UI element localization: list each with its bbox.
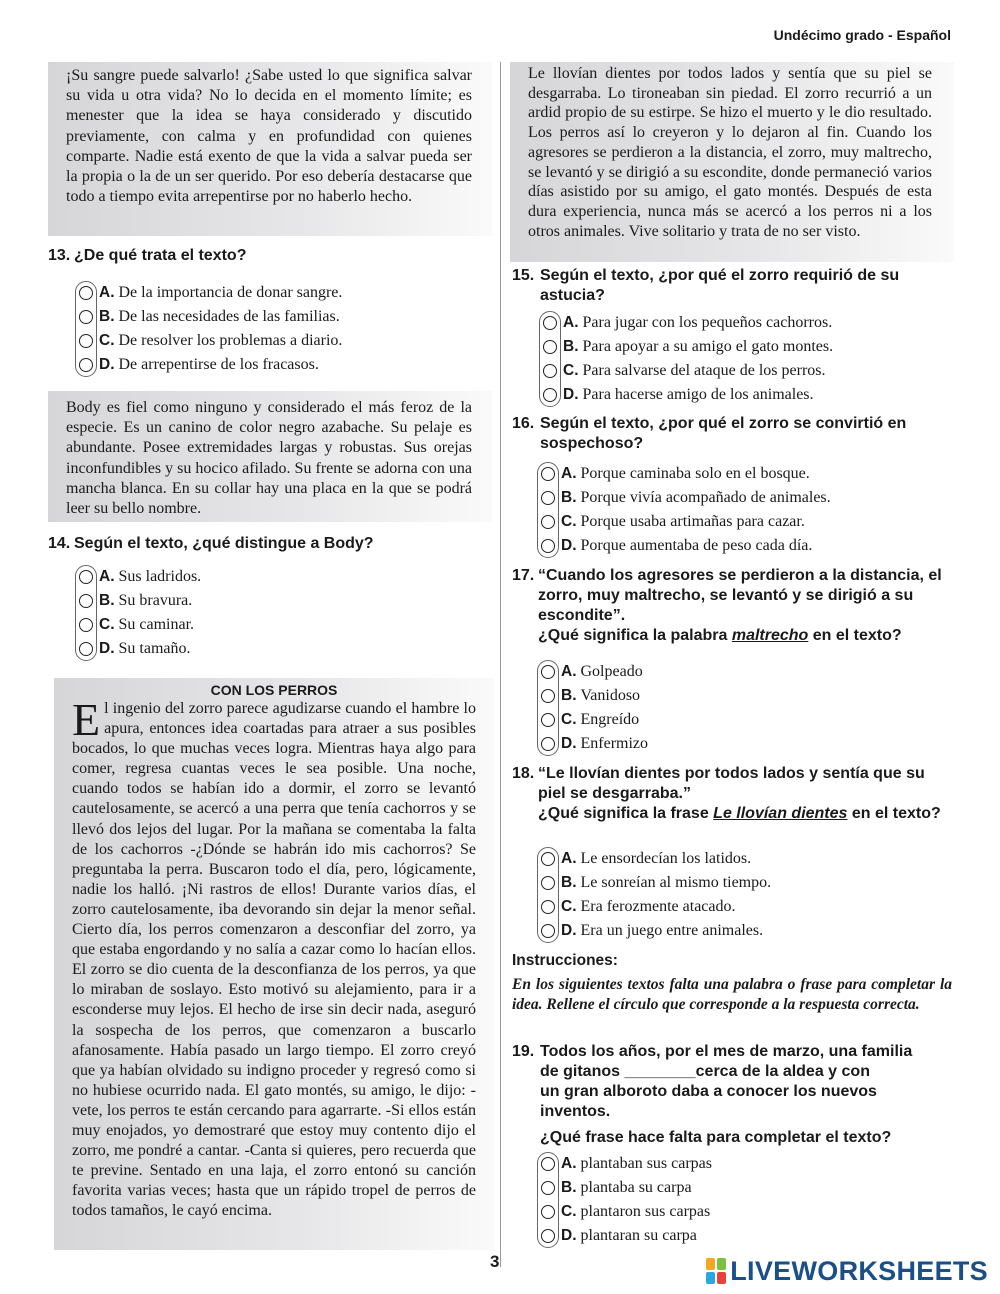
question-14: 14. Según el texto, ¿qué distingue a Body? <box>48 534 488 554</box>
story-text: l ingenio del zorro parece agudizarse cuando el hambre lo apura, entonces idea coartadas para atraer a sus posibles bocados, lo que muchas veces logra. Mientras haya algo para comer, regresa cuantas veces le sea posible. Una noche, cuando todos se habían ido a dormir, el zorro se levantó cautelosamente, se acercó a una perra que tenía cachorros y se llevó dos lejos del lugar. Por la mañana se comentaba la falta de los cachorros -¿Dónde se habrán ido mis cachorros? Se preguntaba la perra. Buscaron todo el día, pero, lógicamente, nadie los halló. ¡Ni rastros de ellos! Durante varios días, el zorro cautelosamente, iba devorando sin dejar la menor señal. Cierto día, los perros comenzaron a desconfiar del zorro, ya que estaba engordando y no salía a cazar como lo hacían ellos. El zorro se dio cuenta de la desconfianza de los perros, ya que lo miraban de soslayo. Esto motivó su alejamiento, para ir a esconderse muy lejos. El hecho de irse sin decir nada, aseguró la sospecha de los perros, que comenzaron a buscarlo afanosamente. Había pasado un largo tiempo. El zorro creyó que ya habían olvidado su indigno proceder y regresó como si no hubiese ocurrido nada. El gato montés, su amigo, le dijo: -vete, los perros te están cercando para agarrarte. -Si ellos están muy enojados, yo demostraré que estoy muy contento dijo el zorro, me pondré a cantar. -Canta si quieres, pero recuerda que te previne. Sentado en una laja, el zorro entonó su canción favorita varias veces; hasta que un rápido tropel de perros de todos tamaños, le cayó encima. <box>72 700 476 1220</box>
drop-cap-letter: E <box>72 694 101 745</box>
question-text: Según el texto, ¿por qué el zorro se convirtió en sospechoso? <box>540 415 907 452</box>
option-17a[interactable]: A. Golpeado <box>538 660 918 684</box>
story-continuation-text: Le llovían dientes por todos lados y sentía que su piel se desgarraba. Lo tironeaban sin piedad. El zorro recurrió a un ardid propio de su estirpe. Se hizo el muerto y le dio resultado. Los perros así lo creyeron y lo dejaron al fin. Cuando los agresores se perdieron a la distancia, el zorro, muy maltrecho, se levantó y se dirigió a su escondite, donde permaneció varios días asistido por su amigo, el gato montés. Después de esta dura experiencia, nunca más se acercó a los perros ni a los otros animales. Vive solitario y trata de no ser visto. <box>528 65 932 240</box>
options-q19 <box>538 1152 918 1248</box>
radio-bubble[interactable] <box>541 467 555 481</box>
radio-bubble[interactable] <box>79 334 93 348</box>
option-14a[interactable]: A. Sus ladridos. <box>76 565 456 589</box>
underlined-phrase: Le llovían dientes <box>713 805 848 822</box>
option-19d[interactable]: D. plantaran su carpa <box>538 1224 918 1248</box>
option-15b[interactable]: B. Para apoyar a su amigo el gato montes. <box>540 335 920 359</box>
radio-bubble[interactable] <box>541 1157 555 1171</box>
question-text: Según el texto, ¿por qué el zorro requirió de su astucia? <box>540 267 900 304</box>
question-line-with-blank: de gitanos ________cerca de la aldea y con <box>540 1063 870 1080</box>
page-number: 3 <box>490 1252 500 1271</box>
question-13: 13. ¿De qué trata el texto? <box>48 246 488 266</box>
radio-bubble[interactable] <box>541 924 555 938</box>
question-16: 16. Según el texto, ¿por qué el zorro se convirtió en sospechoso? <box>512 414 952 454</box>
radio-bubble[interactable] <box>541 1181 555 1195</box>
radio-bubble[interactable] <box>543 388 557 402</box>
option-14b[interactable]: B. Su bravura. <box>76 589 456 613</box>
passage-story-continued <box>510 62 954 262</box>
radio-bubble[interactable] <box>541 876 555 890</box>
radio-bubble[interactable] <box>79 642 93 656</box>
radio-bubble[interactable] <box>543 316 557 330</box>
question-18: 18. “Le llovían dientes por todos lados y sentía que su piel se desgarraba.” ¿Qué significa la frase Le llovían dientes en el texto? <box>512 764 952 824</box>
option-13d[interactable]: D. De arrepentirse de los fracasos. <box>76 353 456 377</box>
question-quote: “Le llovían dientes por todos lados y sentía que su piel se desgarraba.” <box>538 765 925 802</box>
question-text: ¿Qué frase hace falta para completar el texto? <box>540 1129 892 1146</box>
radio-bubble[interactable] <box>541 1205 555 1219</box>
option-16c[interactable]: C. Porque usaba artimañas para cazar. <box>538 510 918 534</box>
radio-bubble[interactable] <box>79 570 93 584</box>
passage-text: ¡Su sangre puede salvarlo! ¿Sabe usted lo que significa salvar su vida u otra vida? No lo decida en el momento límite; es menester que la idea se haya considerado y discutido previamente, con calma y en profundidad con quienes comparte. Nadie está exento de que la vida a salvar pueda ser la propia o la de un ser querido. Por eso debería destacarse que todo a tiempo evita arrepentirse por no haberlo hecho. <box>66 67 472 206</box>
radio-bubble[interactable] <box>543 364 557 378</box>
logo-text: LIVEWORKSHEETS <box>730 1255 988 1286</box>
radio-bubble[interactable] <box>541 539 555 553</box>
option-19a[interactable]: A. plantaban sus carpas <box>538 1152 918 1176</box>
question-line: un gran alboroto daba a conocer los nuevos <box>540 1083 877 1100</box>
option-13c[interactable]: C. De resolver los problemas a diario. <box>76 329 456 353</box>
question-15: 15. Según el texto, ¿por qué el zorro requirió de su astucia? <box>512 266 952 306</box>
story-title: CON LOS PERROS <box>210 682 338 698</box>
option-15c[interactable]: C. Para salvarse del ataque de los perros. <box>540 359 920 383</box>
option-17d[interactable]: D. Enfermizo <box>538 732 918 756</box>
radio-bubble[interactable] <box>541 491 555 505</box>
radio-bubble[interactable] <box>541 1229 555 1243</box>
radio-bubble[interactable] <box>79 286 93 300</box>
underlined-word: maltrecho <box>731 627 809 644</box>
radio-bubble[interactable] <box>79 358 93 372</box>
radio-bubble[interactable] <box>79 310 93 324</box>
passage-blood-donation <box>48 62 492 236</box>
question-text: Según el texto, ¿qué distingue a Body? <box>74 535 374 552</box>
option-15a[interactable]: A. Para jugar con los pequeños cachorros. <box>540 311 920 335</box>
options-q15 <box>540 311 920 407</box>
option-16a[interactable]: A. Porque caminaba solo en el bosque. <box>538 462 918 486</box>
radio-bubble[interactable] <box>541 515 555 529</box>
option-19c[interactable]: C. plantaron sus carpas <box>538 1200 918 1224</box>
question-19: 19. Todos los años, por el mes de marzo, una familia de gitanos ________cerca de la aldea y con un gran alboroto daba a conocer los nuevos inventos. ¿Qué frase hace falta para completar el texto? <box>512 1042 952 1148</box>
passage-body-dog <box>48 391 492 522</box>
option-18d[interactable]: D. Era un juego entre animales. <box>538 919 918 943</box>
option-13a[interactable]: A. De la importancia de donar sangre. <box>76 281 456 305</box>
question-text: ¿De qué trata el texto? <box>74 247 247 264</box>
question-line: inventos. <box>540 1103 611 1120</box>
option-16d[interactable]: D. Porque aumentaba de peso cada día. <box>538 534 918 558</box>
option-18c[interactable]: C. Era ferozmente atacado. <box>538 895 918 919</box>
options-q14 <box>76 565 456 661</box>
instructions-body: En los siguientes textos falta una palabra o frase para completar la idea. Rellene el círculo que corresponde a la respuesta correcta. <box>512 976 952 1013</box>
radio-bubble[interactable] <box>541 852 555 866</box>
option-14c[interactable]: C. Su caminar. <box>76 613 456 637</box>
question-text: ¿Qué significa la palabra maltrecho en el texto? <box>538 627 902 644</box>
passage-text: Body es fiel como ninguno y considerado el más feroz de la especie. Es un canino de color negro azabache. Su pelaje es abundante. Posee extremidades largas y robustas. Sus orejas inconfundibles y su hocico afilado. Su frente se adorna con una mancha blanca. En su collar hay una placa en la que se podrá leer su bello nombre. <box>66 399 472 518</box>
radio-bubble[interactable] <box>541 689 555 703</box>
options-q17 <box>538 660 918 756</box>
options-q18 <box>538 847 918 943</box>
radio-bubble[interactable] <box>541 737 555 751</box>
question-text: ¿Qué significa la frase Le llovían dientes en el texto? <box>538 805 941 822</box>
option-18b[interactable]: B. Le sonreían al mismo tiempo. <box>538 871 918 895</box>
option-15d[interactable]: D. Para hacerse amigo de los animales. <box>540 383 920 407</box>
radio-bubble[interactable] <box>541 665 555 679</box>
radio-bubble[interactable] <box>79 618 93 632</box>
question-line: Todos los años, por el mes de marzo, una familia <box>540 1043 913 1060</box>
question-quote: “Cuando los agresores se perdieron a la distancia, el zorro, muy maltrecho, se levantó y se dirigió a su escondite”. <box>538 567 942 624</box>
passage-story <box>54 678 494 1250</box>
options-q16 <box>538 462 918 558</box>
logo-block <box>706 1258 715 1270</box>
options-q13 <box>76 281 456 377</box>
option-13b[interactable]: B. De las necesidades de las familias. <box>76 305 456 329</box>
logo-grid-icon <box>706 1258 726 1284</box>
instructions-heading: Instrucciones: <box>512 952 618 969</box>
page-header: Undécimo grado - Español <box>773 27 951 43</box>
logo-block <box>706 1272 715 1284</box>
option-16b[interactable]: B. Porque vivía acompañado de animales. <box>538 486 918 510</box>
logo-block <box>717 1272 726 1284</box>
question-17: 17. “Cuando los agresores se perdieron a la distancia, el zorro, muy maltrecho, se levantó y se dirigió a su escondite”. ¿Qué significa la palabra maltrecho en el texto? <box>512 566 952 646</box>
option-17c[interactable]: C. Engreído <box>538 708 918 732</box>
option-18a[interactable]: A. Le ensordecían los latidos. <box>538 847 918 871</box>
radio-bubble[interactable] <box>541 713 555 727</box>
option-19b[interactable]: B. plantaba su carpa <box>538 1176 918 1200</box>
radio-bubble[interactable] <box>541 900 555 914</box>
logo-block <box>717 1258 726 1270</box>
liveworksheets-logo[interactable] <box>706 1254 988 1288</box>
option-17b[interactable]: B. Vanidoso <box>538 684 918 708</box>
column-divider <box>500 62 501 1267</box>
radio-bubble[interactable] <box>79 594 93 608</box>
radio-bubble[interactable] <box>543 340 557 354</box>
option-14d[interactable]: D. Su tamaño. <box>76 637 456 661</box>
